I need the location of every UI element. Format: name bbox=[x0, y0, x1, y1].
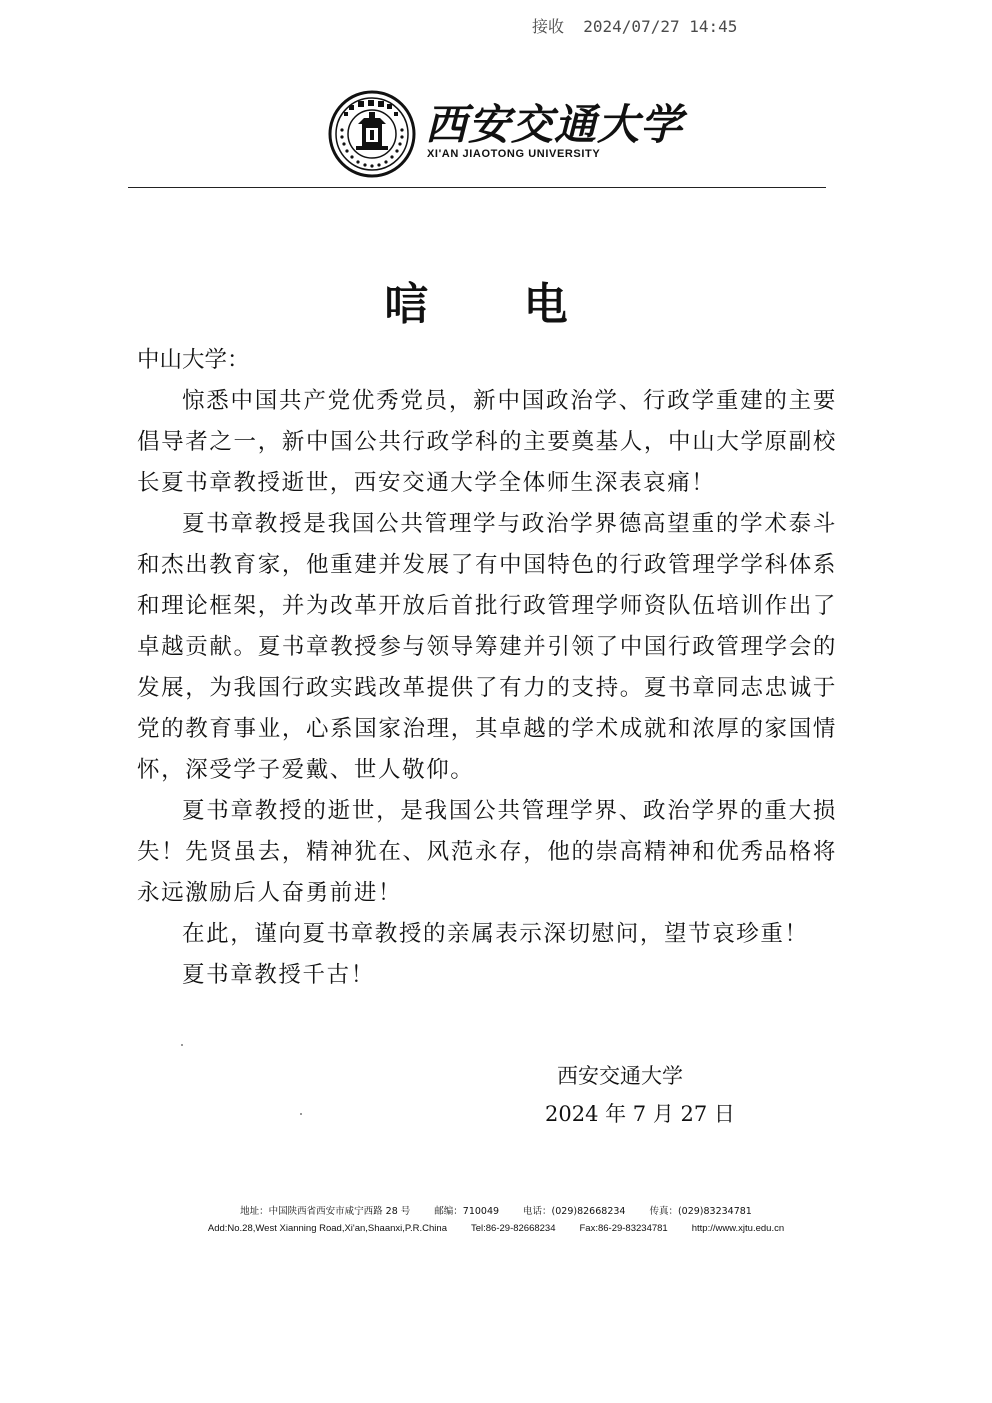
paragraph-tribute: 夏书章教授是我国公共管理学与政治学界德高望重的学术泰斗和杰出教育家，他重建并发展了有中国特色的行政管理学学科体系和理论框架，并为改革开放后首批行政管理学师资队伍培训作出了卓越贡献。夏书章教授参与领导筹建并引领了中国行政管理学会的发展，为我国行政实践改革提供了有力的支持。夏书章同志忠诚于党的教育事业，心系国家治理，其卓越的学术成就和浓厚的家国情怀，深受学子爱戴、世人敬仰。 bbox=[137, 511, 837, 783]
paragraph-condolence: 惊悉中国共产党优秀党员，新中国政治学、行政学重建的主要倡导者之一，新中国公共行政学科的主要奠基人，中山大学原副校长夏书章教授逝世，西安交通大学全体师生深表哀痛！ bbox=[137, 388, 837, 496]
signature-date: 2024 年 7 月 27 日 bbox=[545, 1102, 735, 1126]
footer-postcode-cn: 邮编：710049 bbox=[434, 1206, 500, 1217]
footer-website-en: http://www.xjtu.edu.cn bbox=[691, 1223, 785, 1234]
footer-tel-en: Tel:86-29-82668234 bbox=[470, 1223, 556, 1234]
footer-fax-en: Fax:86-29-83234781 bbox=[579, 1223, 668, 1234]
footer-phone-cn: 电话：(029)82668234 bbox=[523, 1206, 626, 1217]
signature-organization: 西安交通大学 bbox=[557, 1064, 683, 1088]
footer-address-cn: 地址：中国陕西省西安市咸宁西路 28 号 bbox=[240, 1206, 411, 1217]
university-name-english: XI'AN JIAOTONG UNIVERSITY bbox=[427, 148, 601, 160]
letter-body bbox=[137, 340, 837, 996]
university-name-chinese: 西安交通大学 bbox=[425, 100, 684, 149]
signature-block bbox=[545, 1057, 765, 1133]
paragraph-sympathy: 在此，谨向夏书章教授的亲属表示深切慰问，望节哀珍重！ bbox=[182, 921, 809, 947]
paragraph-farewell: 夏书章教授千古！ bbox=[182, 962, 375, 988]
fax-received-stamp: 接收 2024/07/27 14:45 bbox=[532, 17, 738, 36]
salutation: 中山大学： bbox=[137, 347, 250, 373]
letterhead-divider bbox=[128, 187, 826, 188]
university-seal-icon bbox=[328, 90, 416, 178]
scan-speck bbox=[181, 1044, 183, 1046]
scan-speck bbox=[300, 1113, 302, 1115]
document-title: 唁 电 bbox=[384, 279, 608, 330]
footer-contact-chinese bbox=[0, 1203, 992, 1217]
footer-address-en: Add:No.28,West Xianning Road,Xi'an,Shaanxi,P.R.China bbox=[207, 1223, 447, 1234]
paragraph-loss: 夏书章教授的逝世，是我国公共管理学界、政治学界的重大损失！先贤虽去，精神犹在、风范永存，他的崇高精神和优秀品格将永远激励后人奋勇前进！ bbox=[137, 798, 837, 906]
footer-fax-cn: 传真：(029)83234781 bbox=[649, 1206, 752, 1217]
footer-contact-english bbox=[0, 1223, 992, 1234]
